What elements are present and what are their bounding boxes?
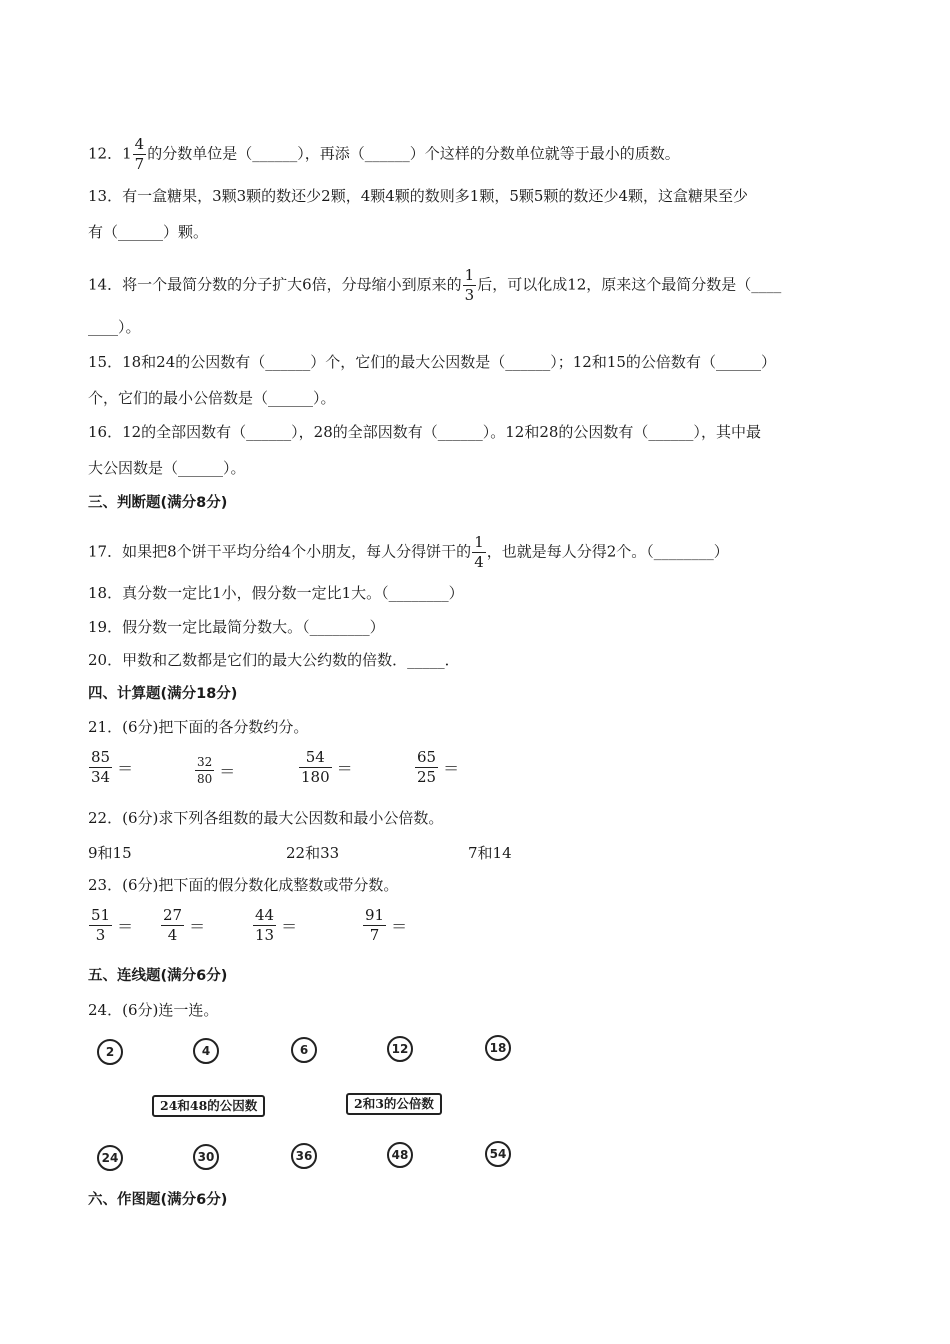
q22-item: 9和15 xyxy=(88,844,132,862)
question-16-line1: 16．12的全部因数有（______），28的全部因数有（______）。12和28的公因数有（______），其中最 xyxy=(88,423,761,441)
question-14-line2: ____）。 xyxy=(88,318,141,336)
number-circle-top[interactable]: 18 xyxy=(485,1035,511,1061)
question-15-line1: 15．18和24的公因数有（______）个，它们的最大公因数是（______）；12和15的公倍数有（______） xyxy=(88,353,776,371)
number-circle-top[interactable]: 2 xyxy=(97,1039,123,1065)
question-15-line2: 个，它们的最小公倍数是（______）。 xyxy=(88,389,336,407)
number-circle-top[interactable]: 4 xyxy=(193,1038,219,1064)
number-circle-bottom[interactable]: 36 xyxy=(291,1143,317,1169)
section-5-heading: 五、连线题(满分6分) xyxy=(88,968,228,984)
q22-item: 7和14 xyxy=(468,844,512,862)
question-12: 12．1 $\frac{4}{7}$ 的分数单位是（______），再添（______）个这样的分数单位就等于最小的质数。 xyxy=(88,135,680,173)
question-17: 17．如果把8个饼干平均分给4个小朋友，每人分得饼干的 $\frac{1}{4}$ ，也就是每人分得2个。（________） xyxy=(88,533,729,571)
category-box-common-multiples[interactable]: 2和3的公倍数 xyxy=(346,1093,442,1115)
q23-item: $\frac{27}{4}$ ＝ xyxy=(163,906,206,944)
section-3-heading: 三、判断题(满分8分) xyxy=(88,495,228,511)
q22-item: 22和33 xyxy=(286,844,340,862)
fraction: $\frac{4}{7}$ xyxy=(134,135,145,173)
number-circle-bottom[interactable]: 54 xyxy=(485,1141,511,1167)
question-16-line2: 大公因数是（______）。 xyxy=(88,459,246,477)
number-circle-top[interactable]: 12 xyxy=(387,1036,413,1062)
q21-item: $\frac{85}{34}$ ＝ xyxy=(91,748,134,786)
section-6-heading: 六、作图题(满分6分) xyxy=(88,1192,228,1208)
q21-item: $\frac{32}{80}$ ＝ xyxy=(197,755,236,786)
number-circle-bottom[interactable]: 24 xyxy=(97,1145,123,1171)
question-23-title: 23．(6分)把下面的假分数化成整数或带分数。 xyxy=(88,876,399,894)
question-21-title: 21．(6分)把下面的各分数约分。 xyxy=(88,718,309,736)
q23-item: $\frac{51}{3}$ ＝ xyxy=(91,906,134,944)
question-24-title: 24．(6分)连一连。 xyxy=(88,1001,219,1019)
fraction: $\frac{1}{4}$ xyxy=(474,533,484,571)
q21-item: $\frac{54}{180}$ ＝ xyxy=(301,748,353,786)
q23-item: $\frac{44}{13}$ ＝ xyxy=(255,906,298,944)
question-19: 19．假分数一定比最简分数大。（________） xyxy=(88,618,385,636)
question-18: 18．真分数一定比1小，假分数一定比1大。（________） xyxy=(88,584,464,602)
question-22-title: 22．(6分)求下列各组数的最大公因数和最小公倍数。 xyxy=(88,809,444,827)
question-20: 20．甲数和乙数都是它们的最大公约数的倍数．_____． xyxy=(88,651,460,669)
number-circle-top[interactable]: 6 xyxy=(291,1037,317,1063)
fraction: $\frac{1}{3}$ xyxy=(464,266,475,304)
section-4-heading: 四、计算题(满分18分) xyxy=(88,686,238,702)
category-box-common-factors[interactable]: 24和48的公因数 xyxy=(152,1095,265,1117)
question-13-line1: 13．有一盒糖果，3颗3颗的数还少2颗，4颗4颗的数则多1颗，5颗5颗的数还少4颗，这盒糖果至少 xyxy=(88,187,748,205)
number-circle-bottom[interactable]: 30 xyxy=(193,1144,219,1170)
q23-item: $\frac{91}{7}$ ＝ xyxy=(365,906,408,944)
q21-item: $\frac{65}{25}$ ＝ xyxy=(417,748,460,786)
question-13-line2: 有（______）颗。 xyxy=(88,223,209,241)
question-14: 14．将一个最简分数的分子扩大6倍，分母缩小到原来的 $\frac{1}{3}$ 后，可以化成12，原来这个最简分数是（____ xyxy=(88,266,782,304)
number-circle-bottom[interactable]: 48 xyxy=(387,1142,413,1168)
